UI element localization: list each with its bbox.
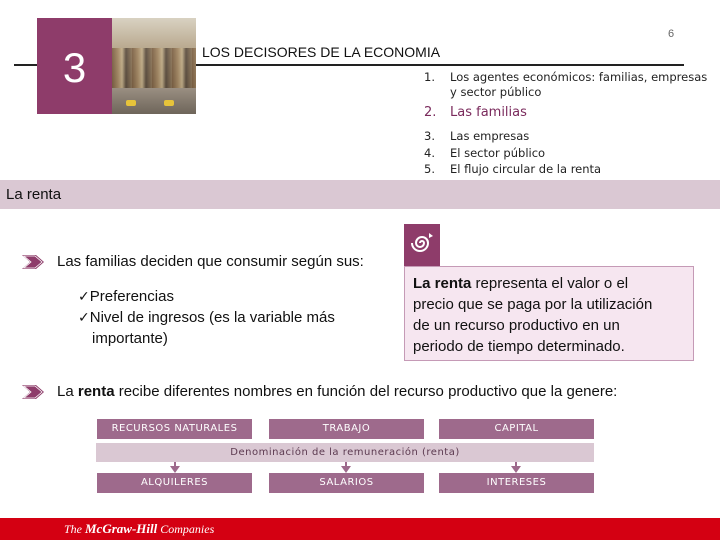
photo-street — [112, 88, 196, 114]
index-item[interactable] — [420, 145, 710, 162]
diagram-arrow-head — [341, 466, 351, 473]
index-item-number: 2. — [424, 105, 437, 120]
logo-prefix: The — [64, 522, 85, 536]
index-item-label: Las empresas — [450, 129, 530, 143]
footer-bar — [0, 518, 720, 540]
bullet-item-continuation: importante) — [92, 330, 168, 347]
publisher-logo — [64, 521, 214, 537]
logo-suffix: Companies — [157, 522, 215, 536]
diagram-middle-band: Denominación de la remuneración (renta) — [96, 443, 594, 462]
definition-line: precio que se paga por la utilización — [413, 296, 653, 313]
bullet-item-text: Preferencias — [89, 288, 174, 305]
bullet-item-text: Nivel de ingresos (es la variable más — [89, 309, 335, 326]
header-left-rule — [14, 64, 37, 66]
families-intro-text: Las familias deciden que consumir según sus: — [57, 253, 364, 270]
index-item-label: El flujo circular de la renta — [450, 162, 602, 176]
index-item-number: 1. — [424, 70, 435, 84]
index-item-label: El sector público — [450, 145, 546, 160]
logo-name: McGraw-Hill — [85, 521, 158, 536]
names-sentence-suffix: recibe diferentes nombres en función del recurso productivo que la genere: — [114, 383, 618, 400]
diagram-bottom-box: ALQUILERES — [97, 473, 252, 493]
photo-taxi — [126, 100, 136, 106]
index-item-active[interactable] — [420, 104, 710, 122]
index-item[interactable] — [420, 161, 710, 178]
definition-term: La renta — [413, 275, 472, 292]
definition-box — [404, 266, 694, 361]
index-item-label: Los agentes económicos: familias, empresas y sector público — [450, 70, 708, 99]
check-icon: ✓ — [78, 289, 90, 305]
definition-line: de un recurso productivo en un — [413, 317, 620, 334]
chapter-number: 3 — [62, 44, 87, 91]
chapter-badge — [37, 18, 112, 114]
diagram-bottom-box: INTERESES — [439, 473, 594, 493]
definition-line: periodo de tiempo determinado. — [413, 338, 625, 355]
photo-sky — [112, 18, 196, 48]
chapter-photo — [112, 18, 196, 114]
definition-text: representa el valor o el — [471, 275, 629, 292]
index-item-label: Las familias — [450, 105, 527, 120]
chapter-index — [420, 70, 710, 178]
bullet-item — [78, 307, 335, 329]
spiral-icon — [404, 224, 440, 266]
index-item-number: 4. — [424, 145, 435, 160]
diagram-top-box: RECURSOS NATURALES — [97, 419, 252, 439]
index-item[interactable] — [420, 70, 710, 100]
section-title: La renta — [6, 186, 62, 203]
chevron-right-icon — [22, 383, 46, 401]
page-number: 6 — [668, 28, 675, 40]
header-rule — [196, 64, 684, 66]
names-sentence-bold: renta — [77, 383, 115, 400]
chevron-right-icon — [22, 253, 46, 271]
diagram-bottom-box: SALARIOS — [269, 473, 424, 493]
names-sentence-prefix: La — [57, 383, 78, 400]
index-item-number: 5. — [424, 162, 435, 176]
definition-line — [413, 273, 685, 294]
diagram-top-box: TRABAJO — [269, 419, 424, 439]
photo-taxi — [164, 100, 174, 106]
index-item-number: 3. — [424, 129, 435, 143]
bullet-item — [78, 286, 174, 308]
diagram-arrow-head — [511, 466, 521, 473]
diagram-arrow-head — [170, 466, 180, 473]
names-sentence — [57, 383, 617, 400]
section-band — [0, 180, 720, 209]
index-item[interactable] — [420, 128, 710, 145]
header-title: LOS DECISORES DE LA ECONOMIA — [202, 44, 441, 60]
check-icon: ✓ — [78, 310, 90, 326]
diagram-top-box: CAPITAL — [439, 419, 594, 439]
